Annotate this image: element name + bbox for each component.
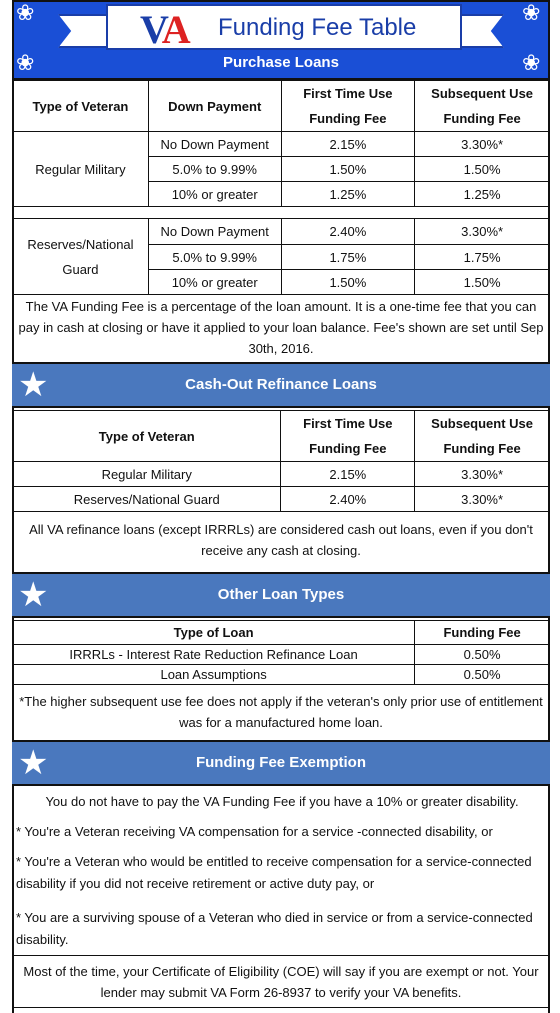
divider (12, 955, 550, 956)
down-payment-cell: 10% or greater (148, 270, 281, 295)
col-header-first-use: First Time Use Funding Fee (281, 81, 415, 132)
col-header-first-use: First Time Use Funding Fee (281, 411, 415, 462)
table-row (13, 665, 550, 685)
subsequent-use-cell: 1.50% (415, 270, 550, 295)
star-icon: ★ (18, 366, 49, 404)
spacer-row (13, 207, 550, 219)
first-use-cell: 1.25% (281, 182, 415, 207)
first-use-cell: 2.40% (281, 219, 415, 245)
first-use-cell: 2.15% (281, 462, 415, 487)
first-use-cell: 1.75% (281, 245, 415, 270)
loan-type-cell: Loan Assumptions (13, 665, 415, 685)
col-header-down-payment: Down Payment (148, 81, 281, 132)
table-row (13, 462, 550, 487)
subsequent-use-cell: 1.75% (415, 245, 550, 270)
subsequent-use-cell: 3.30%* (415, 462, 550, 487)
table-row (13, 132, 550, 157)
list-item: * You're a Veteran receiving VA compensation for a service -connected disability, or (16, 824, 493, 839)
first-use-cell: 1.50% (281, 157, 415, 182)
subsequent-use-cell: 3.30%* (415, 132, 550, 157)
purchase-note: The VA Funding Fee is a percentage of the loan amount. It is a one-time fee that you can pay in cash at closing or have it applied to your loan balance. Fee's shown are set until Sep 30th, 2016. (18, 299, 544, 356)
down-payment-cell: No Down Payment (148, 219, 281, 245)
section-title-purchase: Purchase Loans (223, 54, 339, 71)
ornament-icon: ❀ (522, 0, 541, 25)
down-payment-cell: 10% or greater (148, 182, 281, 207)
subsequent-use-cell: 1.50% (415, 157, 550, 182)
section-title: Cash-Out Refinance Loans (185, 376, 377, 393)
col-header-veteran: Type of Veteran (13, 411, 281, 462)
down-payment-cell: 5.0% to 9.99% (148, 157, 281, 182)
veteran-type: Regular Military (13, 462, 281, 487)
col-header-subsequent-use: Subsequent Use Funding Fee (415, 411, 550, 462)
subsequent-use-cell: 3.30%* (415, 219, 550, 245)
list-item: * You're a Veteran who would be entitled to receive compensation for a service-connected disability if you did not receive retirement or active duty pay, or (16, 854, 532, 891)
down-payment-cell: 5.0% to 9.99% (148, 245, 281, 270)
section-bar-exemption (12, 740, 550, 786)
veteran-type: Reserves/National Guard (13, 487, 281, 512)
col-header-subsequent-use: Subsequent Use Funding Fee (415, 81, 550, 132)
section-bar-refinance (12, 362, 550, 408)
table-row (13, 487, 550, 512)
down-payment-cell: No Down Payment (148, 132, 281, 157)
section-title: Other Loan Types (217, 586, 345, 603)
col-header-veteran: Type of Veteran (13, 81, 149, 132)
other-loans-table (12, 620, 550, 685)
ornament-icon: ❀ (16, 0, 35, 25)
col-header-loan-type: Type of Loan (13, 621, 415, 645)
first-use-cell: 1.50% (281, 270, 415, 295)
refinance-note: All VA refinance loans (except IRRRLs) are considered cash out loans, even if you don't receive any cash at closing. (29, 522, 533, 558)
list-item: * You are a surviving spouse of a Veteran who died in service or from a service-connected disability. (16, 910, 533, 947)
veteran-type: Regular Military (13, 132, 149, 207)
page-title: Funding Fee Table (218, 14, 417, 41)
loan-type-cell: IRRRLs - Interest Rate Reduction Refinance Loan (13, 645, 415, 665)
star-icon: ★ (18, 576, 49, 614)
exemption-intro: You do not have to pay the VA Funding Fee if you have a 10% or greater disability. (45, 794, 519, 809)
section-title: Funding Fee Exemption (195, 754, 366, 771)
ornament-icon: ❀ (522, 50, 541, 75)
section-bar-other (12, 572, 550, 618)
va-logo: VA (140, 7, 189, 52)
first-use-cell: 2.15% (281, 132, 415, 157)
exemption-footer: Most of the time, your Certificate of Eligibility (COE) will say if you are exempt or not. Your lender may submit VA Form 26-8937 to verify your VA benefits. (23, 964, 539, 1000)
veteran-type: Reserves/National Guard (13, 219, 149, 295)
funding-fee-cell: 0.50% (415, 665, 550, 685)
col-header-funding-fee: Funding Fee (415, 621, 550, 645)
first-use-cell: 2.40% (281, 487, 415, 512)
subsequent-use-cell: 3.30%* (415, 487, 550, 512)
table-row (13, 645, 550, 665)
divider (12, 1007, 550, 1008)
funding-fee-cell: 0.50% (415, 645, 550, 665)
footnote: *The higher subsequent use fee does not apply if the veteran's only prior use of entitlement was for a manufactured home loan. (19, 694, 543, 730)
purchase-table (12, 80, 550, 295)
subsequent-use-cell: 1.25% (415, 182, 550, 207)
table-row (13, 219, 550, 245)
refinance-table (12, 410, 550, 512)
ornament-icon: ❀ (16, 50, 35, 75)
star-icon: ★ (18, 744, 49, 782)
